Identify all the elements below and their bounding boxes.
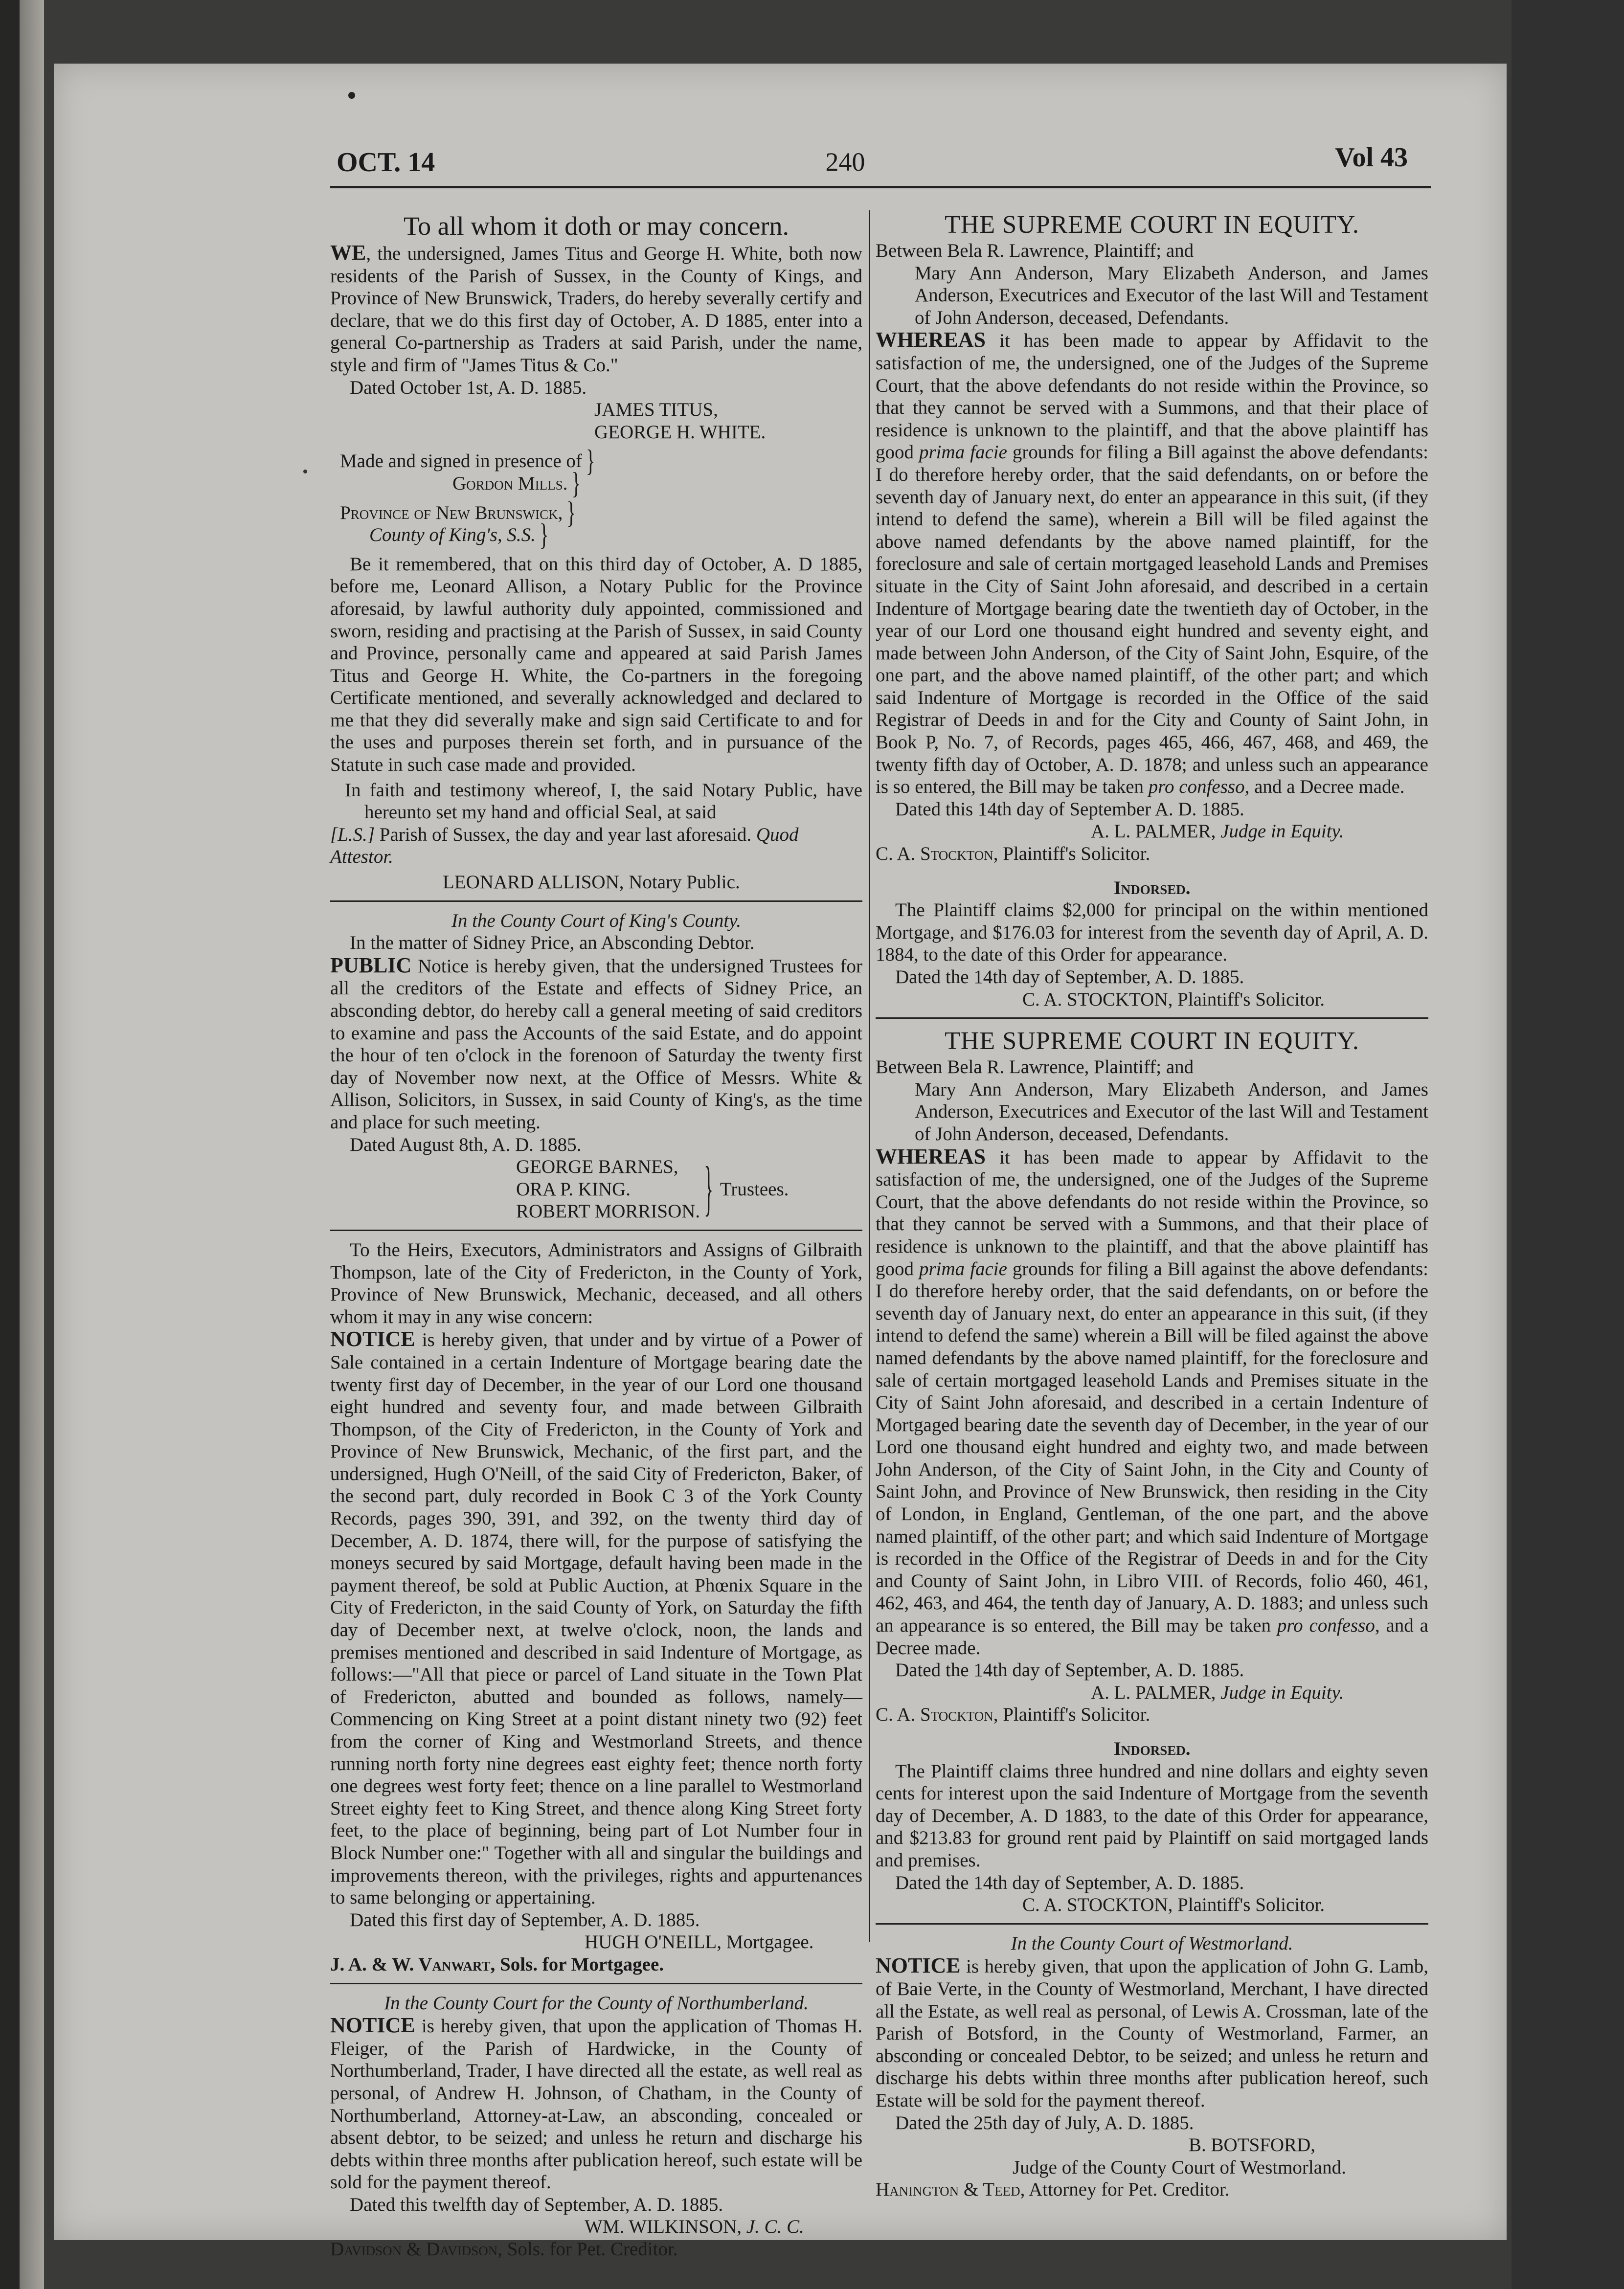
brace-glyph: } <box>586 444 595 478</box>
judge-title: Judge in Equity. <box>1220 1682 1344 1703</box>
court-heading: THE SUPREME COURT IN EQUITY. <box>945 1027 1359 1055</box>
signature: JAMES TITUS, <box>594 399 718 421</box>
brace-glyph: } <box>539 518 549 552</box>
notary-signature: LEONARD ALLISON, Notary Public. <box>443 872 740 893</box>
date-line: Dated the 14th day of September, A. D. 1885. <box>895 1872 1244 1893</box>
solicitors: J. A. & W. Vanwart <box>330 1953 491 1975</box>
notice-partnership <box>330 210 862 894</box>
lead-word: NOTICE <box>330 1327 415 1351</box>
notice-body: it has been made to appear by Affidavit to the satisfaction of me, the undersigned, one of the Judges of the Supreme Court, that the above defendants do not reside within the Province, so that they cannot be served with a Summons, and that their place of residence is unknown to the plaintiff, and that the above plaintiff has good <box>876 330 1428 463</box>
notice-northumberland <box>330 1992 862 2261</box>
signature: GEORGE BARNES, <box>516 1156 678 1178</box>
solicitors-role: , Attorney for Pet. Creditor. <box>1020 2179 1230 2200</box>
notice-body: is hereby given, that under and by virtue of a Power of Sale contained in a certain Indenture of Mortgage bearing date the twenty first day of December, in the year of our Lord one thousand eight hundred and seventy four, and made between Gilbraith Thompson, of the City of Fredericton, in the County of York and Province of New Brunswick, Mechanic, of the first part, and the undersigned, Hugh O'Neill, of the said City of Fredericton, Baker, of the second part, duly recorded in Book C 3 of the York County Records, pages 390, 391, and 392, on the twenty third day of December, A. D. 1874, there will, for the purpose of satisfying the moneys secured by said Mortgage, default having been made in the payment thereof, be sold at Public Auction, at Phœnix Square in the City of Fredericton, in the said County of York, on Saturday the fifth day of December next, at twelve o'clock, noon, the lands and premises mentioned and described in said Indenture of Mortgage, as follows:—"All that piece or parcel of Land situate in the Town Plat of Fredericton, abutted and bounded as follows, namely—Commencing on King Street at a point distant ninety two (92) feet from the corner of King and Westmorland Streets, and thence running north forty nine degrees east eighty feet; thence north forty one degrees west forty feet; thence on a line parallel to Westmorland Street eighty feet to King Street, and thence along King Street forty feet, to the place of beginning, being part of Lot Number four in Block Number one:" Together with all and singular the buildings and improvements thereon, with the privileges, rights and appurtenances to same belonging or appertaining. <box>330 1329 862 1908</box>
notice-body: is hereby given, that upon the application of Thomas H. Fleiger, of the Parish of Hardwicke, in the County of Northumberland, Trader, I have directed all the estate, as well real as personal, of Andrew H. Johnson, of Chatham, in the County of Northumberland, Attorney-at-Law, an absconding, concealed or absent debtor, to be seized; and unless he return and discharge his debts within three months after publication hereof, such estate will be sold for the payment thereof. <box>330 2016 862 2193</box>
testimony-line: In faith and testimony whereof, I, the said Notary Public, have hereunto set my hand and official Seal, at said <box>345 779 862 823</box>
solicitor: C. A. Stockton <box>876 1704 993 1726</box>
indorsed-heading: Indorsed. <box>1113 877 1191 898</box>
notice-body: it has been made to appear by Affidavit to the satisfaction of me, the undersigned, one of the Judges of the Supreme Court, that the above defendants do not reside within the Province, so that they cannot be served with a Summons, and that their place of residence is unknown to the plaintiff, and that the above plaintiff has good <box>876 1146 1428 1279</box>
issue-date: OCT. 14 <box>337 147 435 178</box>
indorsed-heading: Indorsed. <box>1113 1738 1191 1759</box>
judge-title: Judge in Equity. <box>1220 821 1344 842</box>
lead-word: NOTICE <box>330 2013 415 2038</box>
claim-text: The Plaintiff claims $2,000 for principal on the within mentioned Mortgage, and $176.03 for interest from the seventh day of April, A. D. 1884, to the date of this Order for appearance. <box>876 899 1428 965</box>
solicitors: Davidson & Davidson <box>330 2239 498 2260</box>
date-line: Dated this twelfth day of September, A. D. 1885. <box>350 2194 723 2215</box>
header-rule <box>330 186 1431 188</box>
date-line: Dated October 1st, A. D. 1885. <box>350 377 587 398</box>
between-line: Between Bela R. Lawrence, Plaintiff; and <box>876 240 1194 261</box>
testimony-line: Parish of Sussex, the day and year last aforesaid. <box>379 824 752 845</box>
court-heading: In the County Court for the County of Northumberland. <box>384 1992 809 2014</box>
province-line: Province of New Brunswick, <box>340 502 563 523</box>
trustee-signatures <box>330 1156 862 1223</box>
latin-term: pro confesso <box>1277 1615 1375 1637</box>
section-rule <box>330 1983 862 1984</box>
section-rule <box>330 1230 862 1231</box>
page-number: 240 <box>825 147 865 177</box>
brace-glyph: } <box>704 1155 713 1223</box>
seal-mark: [L.S.] <box>330 824 375 845</box>
judge-signature: A. L. PALMER, <box>1091 1682 1216 1703</box>
column-divider <box>869 210 870 1942</box>
notice-body: Be it remembered, that on this third day of October, A. D 1885, before me, Leonard Allison, a Notary Public for the Province aforesaid, by lawful authority duly appointed, commissioned and sworn, residing and practising at the Parish of Sussex, in said County and Province, personally came and appeared at said Parish James Titus and George H. White, the Co-partners in the foregoing Certificate mentioned, and severally acknowledged and declared to me that they did severally make and sign said Certificate to and for the uses and purposes therein set forth, and in pursuance of the Statute in such case made and provided. <box>330 553 862 776</box>
scan-edge-left <box>0 0 20 2289</box>
notice-body: , and a Decree made. <box>1244 776 1405 798</box>
date-line: Dated August 8th, A. D. 1885. <box>350 1134 582 1155</box>
parties: Mary Ann Anderson, Mary Elizabeth Anderson, and James Anderson, Executrices and Executor of the last Will and Testament of John Anderson, deceased, Defendants. <box>915 1078 1428 1144</box>
judge-signature: B. BOTSFORD, <box>1189 2134 1315 2156</box>
volume-number: Vol 43 <box>1335 142 1408 173</box>
solicitors: Hanington & Teed <box>876 2179 1020 2200</box>
solicitor-signature: C. A. STOCKTON, Plaintiff's Solicitor. <box>1022 1894 1325 1916</box>
latin-term: pro confesso <box>1148 776 1245 798</box>
section-rule <box>876 1017 1428 1019</box>
section-rule <box>876 1923 1428 1925</box>
notice-mortgage-sale <box>330 1239 862 1976</box>
left-column <box>330 210 862 2261</box>
solicitors-role: , Sols. for Pet. Creditor. <box>497 2239 678 2260</box>
right-column <box>876 210 1428 2201</box>
date-line: Dated the 25th day of July, A. D. 1885. <box>895 2112 1194 2133</box>
parties: Mary Ann Anderson, Mary Elizabeth Anderson, and James Anderson, Executrices and Executor of the last Will and Testament of John Anderson, deceased, Defendants. <box>915 262 1428 328</box>
solicitor-role: , Plaintiff's Solicitor. <box>993 843 1150 865</box>
solicitors-role: , Sols. for Mortgagee. <box>490 1953 664 1975</box>
claim-text: The Plaintiff claims three hundred and nine dollars and eighty seven cents for interest upon the said Indenture of Mortgage from the seventh day of December, A. D 1883, to the date of this Order for appearance, and $213.83 for ground rent paid by Plaintiff on said mortgaged lands and premises. <box>876 1760 1428 1871</box>
trustees-label: Trustees. <box>720 1178 789 1200</box>
attestation: Quod Attestor. <box>330 824 799 868</box>
notice-body: Notice is hereby given, that the undersigned Trustees for all the creditors of the Estate and effects of Sidney Price, an absconding debtor, do hereby call a general meeting of said creditors to examine and pass the Accounts of the said Estate, and do appoint the hour of ten o'clock in the forenoon of Saturday the twenty first day of November now next, at the Office of Messrs. White & Allison, Solicitors, in Sussex, in said County of King's, as the time and place for such meeting. <box>330 955 862 1133</box>
date-line: Dated the 14th day of September, A. D. 1885. <box>895 1660 1244 1681</box>
lead-word: NOTICE <box>876 1953 961 1978</box>
lead-word: WHEREAS <box>876 328 986 352</box>
brace-glyph: } <box>571 466 581 500</box>
lead-word: WHEREAS <box>876 1144 986 1168</box>
notice-body: grounds for filing a Bill against the above defendants: I do therefore hereby order, that the said defendants, on or before the seventh day of January next, do enter an appearance in this suit, (if they intend to defend the same), wherein a Bill will be filed against the above named defendants by the above named plaintiff, for the foreclosure and sale of certain mortgaged leasehold Lands and Premises situate in the City of Saint John aforesaid, and described in a certain Indenture of Mortgage bearing date the twentieth day of October, in the year of our Lord one thousand eight hundred and seventy eight, and made between John Anderson, of the City of Saint John, Esquire, of the one part, and the above named plaintiff, of the other part; and which said Indenture of Mortgage is recorded in the Office of the said Registrar of Deeds in and for the City and County of Saint John, in Book P, No. 7, of Records, pages 465, 466, 467, 468, and 469, the twenty fifth day of October, A. D. 1878; and unless such an appearance is so entered, the Bill may be taken <box>876 442 1429 798</box>
notice-body: , and a Decree made. <box>876 1615 1428 1659</box>
notice-body: grounds for filing a Bill against the above defendants: I do therefore hereby order, that the said defendants, on or before the seventh day of January next, do enter an appearance in this suit, (if they intend to defend the same) wherein a Bill will be filed against the above named defendants by the above named plaintiff, for the foreclosure and sale of certain mortgaged leasehold Lands and Premises situate in the City of Saint John aforesaid, and described in a certain Indenture of Mortgaged bearing date the seventh day of December, in the year of our Lord one thousand eight hundred and eighty two, and made between John Anderson, of the City of Saint John, in the City and County of Saint John, and Province of New Brunswick, then residing in the City of London, in England, Gentleman, of the one part, and the above named plaintiff, of the other part; and which said Indenture of Mortgage is recorded in the Office of the Registrar of Deeds in and for the City and County of Saint John, in Libro VIII. of Records, folio 460, 461, 462, 463, and 464, the tenth day of January, A. D. 1883; and unless such an appearance is so entered, the Bill may be taken <box>876 1258 1429 1637</box>
notice-title: To all whom it doth or may concern. <box>403 211 789 241</box>
judge-title: J. C. C. <box>746 2216 804 2238</box>
judge-title: Judge of the County Court of Westmorland. <box>1013 2156 1346 2178</box>
scan-edge-right <box>1511 0 1624 2289</box>
court-heading: In the County Court of Westmorland. <box>1011 1932 1293 1954</box>
notice-equity-1 <box>876 210 1428 1010</box>
lead-word: WE <box>330 241 366 265</box>
signature: GEORGE H. WHITE. <box>594 421 766 443</box>
notice-westmorland <box>876 1932 1428 2201</box>
notice-intro: To the Heirs, Executors, Administrators and Assigns of Gilbraith Thompson, late of the City of Fredericton, in the County of York, Province of New Brunswick, Mechanic, deceased, and all others whom it may in any wise concern: <box>330 1239 862 1327</box>
notice-equity-2 <box>876 1027 1428 1916</box>
notice-body: , the undersigned, James Titus and George H. White, both now residents of the Parish of Sussex, in the County of Kings, and Province of New Brunswick, Traders, do hereby severally certify and declare, that we do this first day of October, A. D 1885, enter into a general Co-partnership as Traders at said Parish, under the name, style and firm of "James Titus & Co." <box>330 243 862 376</box>
page-stack-edge <box>20 0 44 2289</box>
notice-kings-county <box>330 910 862 1223</box>
date-line: Dated this 14th day of September A. D. 1885. <box>895 798 1244 820</box>
signature: HUGH O'NEILL, Mortgagee. <box>585 1931 814 1953</box>
date-line: Dated the 14th day of September, A. D. 1885. <box>895 966 1244 987</box>
county-line: County of King's, S.S. <box>369 524 536 546</box>
section-rule <box>330 900 862 902</box>
between-line: Between Bela R. Lawrence, Plaintiff; and <box>876 1056 1194 1078</box>
solicitor-role: , Plaintiff's Solicitor. <box>993 1704 1150 1726</box>
matter-line: In the matter of Sidney Price, an Absconding Debtor. <box>350 932 755 954</box>
solicitor: C. A. Stockton <box>876 843 993 865</box>
court-heading: THE SUPREME COURT IN EQUITY. <box>945 211 1359 239</box>
brace-glyph: } <box>566 495 576 530</box>
judge-signature: WM. WILKINSON, <box>585 2216 742 2238</box>
date-line: Dated this first day of September, A. D. 1885. <box>350 1909 700 1930</box>
signature: ORA P. KING. <box>516 1178 631 1200</box>
court-heading: In the County Court of King's County. <box>451 910 742 931</box>
signature: ROBERT MORRISON. <box>516 1201 700 1222</box>
latin-term: prima facie <box>919 442 1007 463</box>
judge-signature: A. L. PALMER, <box>1091 821 1216 842</box>
latin-term: prima facie <box>919 1258 1007 1279</box>
ink-spot <box>303 470 307 473</box>
page-header <box>283 88 1408 178</box>
solicitor-signature: C. A. STOCKTON, Plaintiff's Solicitor. <box>1022 988 1325 1010</box>
witness-name: Gordon Mills. <box>452 472 568 494</box>
notice-body: is hereby given, that upon the application of John G. Lamb, of Baie Verte, in the County of Westmorland, Merchant, I have directed all the Estate, as well real as personal, of Lewis A. Crossman, late of the Parish of Botsford, in the County of Westmorland, Farmer, an absconding or concealed Debtor, to be seized; and unless he return and discharge his debts within three months after publication hereof, such Estate will be sold for the payment thereof. <box>876 1956 1428 2111</box>
witness-label: Made and signed in presence of <box>340 450 582 472</box>
lead-word: PUBLIC <box>330 953 412 977</box>
